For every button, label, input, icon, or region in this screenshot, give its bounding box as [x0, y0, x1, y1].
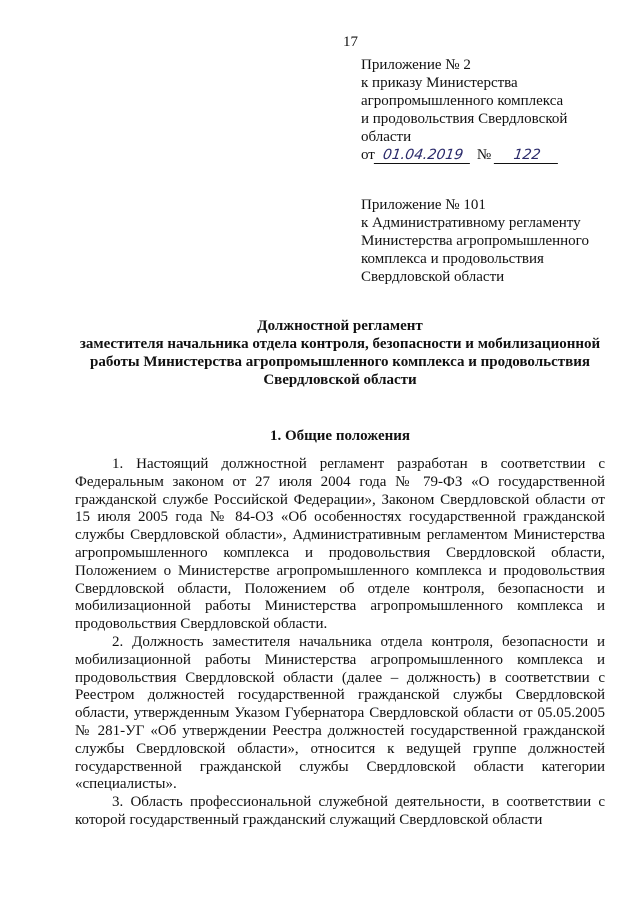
section-heading: 1. Общие положения — [269, 428, 411, 444]
handwritten-number: 122 — [494, 147, 560, 164]
appendix-2-line: области — [361, 129, 412, 145]
appendix-101-line: Приложение № 101 — [361, 197, 486, 213]
section-body — [75, 456, 605, 830]
appendix-101-line: Свердловской области — [361, 269, 505, 285]
paragraph: 1. Настоящий должностной регламент разработан в соответствии с Федеральным законом от 27 июля 2004 года № 79-ФЗ «О государственной гражданской службе Российской Федерации», Законом Свердловской области от 15 июля 2005 года № 84-ОЗ «Об особенностях государственной гражданской службы Свердловской области», Административным регламентом Министерства агропромышленного комплекса и продовольствия Свердловской области, Положением о Министерстве агропромышленного комплекса и продовольствия Свердловской области, Положением об отделе контроля, безопасности и мобилизационной работы Министерства агропромышленного комплекса и продовольствия Свердловской области. — [75, 456, 605, 633]
appendix-101-line: комплекса и продовольствия — [361, 251, 544, 267]
date-prefix: от — [361, 147, 375, 163]
paragraph: 2. Должность заместителя начальника отдела контроля, безопасности и мобилизационной работы Министерства агропромышленного комплекса и продовольствия Свердловской области (далее – должность) в соответствии с Реестром должностей государственной гражданской службы Свердловской области, утвержденным Указом Губернатора Свердловской области от 05.05.2005 № 281-УГ «Об утверждении Реестра должностей государственной гражданской службы Свердловской области», относится к ведущей группе должностей государственной гражданской службы Свердловской области категории «специалисты». — [75, 633, 605, 793]
document-title-line: Свердловской области — [263, 372, 417, 388]
number-prefix: № — [476, 147, 492, 163]
appendix-2-line: Приложение № 2 — [361, 57, 471, 73]
appendix-2-line: и продовольствия Свердловской — [361, 111, 568, 127]
document-title-line: работы Министерства агропромышленного комплекса и продовольствия — [90, 354, 590, 370]
order-date-line — [361, 146, 601, 164]
handwritten-date: 01.04.2019 — [374, 147, 472, 164]
appendix-101-block — [361, 196, 606, 286]
appendix-2-block — [361, 56, 601, 164]
paragraph: 3. Область профессиональной служебной деятельности, в соответствии с которой государственный гражданский служащий Свердловской области — [75, 794, 605, 828]
page-number: 17 — [343, 34, 358, 50]
appendix-101-line: Министерства агропромышленного — [361, 233, 589, 249]
appendix-2-line: агропромышленного комплекса — [361, 93, 564, 109]
document-title-line: Должностной регламент — [257, 318, 423, 334]
appendix-2-line: к приказу Министерства — [361, 75, 518, 91]
appendix-101-line: к Административному регламенту — [361, 215, 581, 231]
document-title — [75, 317, 605, 389]
document-title-line: заместителя начальника отдела контроля, безопасности и мобилизационной — [79, 336, 601, 352]
